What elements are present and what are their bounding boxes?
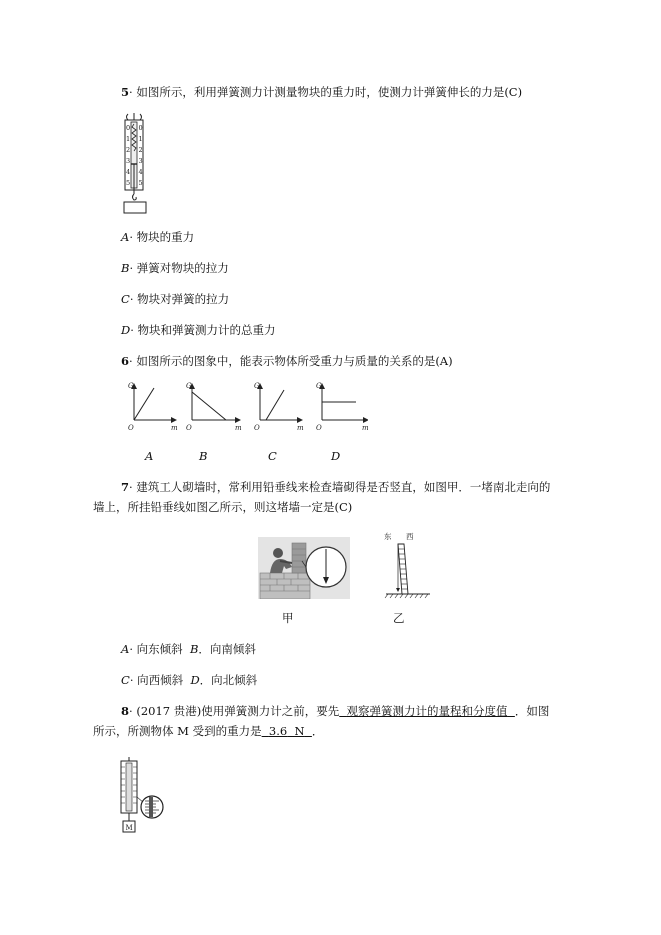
q5-text: · 如图所示，利用弹簧测力计测量物块的重力时，使测力计弹簧伸长的力是(C) xyxy=(129,85,523,99)
scale-left-1: 1 xyxy=(126,135,131,143)
graph-a-y-label: G xyxy=(128,382,134,390)
graph-d-origin: O xyxy=(316,424,322,432)
q7-options-line2 xyxy=(121,673,257,687)
graph-c-x-label: m xyxy=(297,424,304,432)
q7-option-b-text: ．向南倾斜 xyxy=(198,642,256,656)
q8-blank2-unit: N xyxy=(294,724,305,738)
q7-stem-line2: 墙上，所挂铅垂线如图乙所示，则这堵墙一定是(C) xyxy=(93,500,353,514)
q6-text: · 如图所示的图象中，能表示物体所受重力与质量的关系的是(A) xyxy=(129,354,453,368)
graph-d-x-label: m xyxy=(362,424,368,432)
scale-left-5: 5 xyxy=(126,179,131,187)
q8-blank2-answer: 3.6 xyxy=(268,724,288,738)
q6-label-d: D xyxy=(331,449,341,463)
q7-option-d-text: ．向北倾斜 xyxy=(199,673,258,687)
q7-figure-yi xyxy=(380,530,432,610)
q5-option-b-letter: B xyxy=(121,261,130,275)
q5-option-a xyxy=(121,230,194,244)
q7-option-c-letter: C xyxy=(121,673,130,687)
graph-d-y-label: G xyxy=(316,382,322,390)
scale-right-2: 2 xyxy=(138,146,143,154)
q5-option-b-text: · 弹簧对物块的拉力 xyxy=(129,261,229,275)
graph-a-x-label: m xyxy=(171,424,178,432)
graph-b xyxy=(192,384,240,420)
graph-c-origin: O xyxy=(254,424,260,432)
q6-label-a: A xyxy=(145,449,154,463)
graph-a-origin: O xyxy=(128,424,134,432)
scale-left-0: 0 xyxy=(126,124,131,132)
q8-text-mid: ．如图 xyxy=(514,704,550,718)
q6-stem xyxy=(121,354,453,368)
q7-option-d-letter: D xyxy=(190,673,200,687)
spring-scale-svg xyxy=(118,112,152,216)
q7-figure-yi-svg xyxy=(380,530,432,606)
scale-right-0: 0 xyxy=(138,124,143,132)
q7-options-line1 xyxy=(121,642,256,656)
scale-left-2: 2 xyxy=(126,146,131,154)
graph-a xyxy=(134,384,176,420)
graph-b-y-label: G xyxy=(186,382,192,390)
q5-option-c-text: · 物块对弹簧的拉力 xyxy=(129,292,230,306)
scale-right-5: 5 xyxy=(138,179,143,187)
q7-option-c-text: · 向西倾斜 xyxy=(129,673,184,687)
q5-option-a-text: · 物块的重力 xyxy=(129,230,195,244)
q6-label-c: C xyxy=(268,449,277,463)
q7-option-a-text: · 向东倾斜 xyxy=(129,642,183,656)
q6-number: 6 xyxy=(121,354,130,368)
q5-stem xyxy=(121,85,522,99)
q7-stem-line1 xyxy=(121,480,550,494)
spring-scale-figure xyxy=(118,112,152,220)
q5-option-a-letter: A xyxy=(121,230,130,244)
q7-figure-jia-svg xyxy=(258,537,350,599)
graph-d xyxy=(322,384,368,420)
scale-left-3: 3 xyxy=(126,157,131,165)
q8-stem-line2 xyxy=(93,724,323,738)
q8-number: 8 xyxy=(121,704,130,718)
graph-c-y-label: G xyxy=(254,382,260,390)
graph-b-origin: O xyxy=(186,424,192,432)
q8-spring-scale-figure xyxy=(116,757,168,839)
q5-number: 5 xyxy=(121,85,130,99)
weight-m-label: M xyxy=(125,824,133,832)
q6-graphs-svg xyxy=(118,380,368,440)
q7-fig-label-jia: 甲 xyxy=(282,611,294,625)
q7-text-line1: · 建筑工人砌墙时，常利用铅垂线来检查墙砌得是否竖直，如图甲．一堵南北走向的 xyxy=(129,480,551,494)
q8-spring-scale-svg xyxy=(116,757,168,835)
q7-number: 7 xyxy=(121,480,130,494)
q7-fig-label-yi: 乙 xyxy=(393,611,405,625)
q8-text-line2: 所示，所测物体 M 受到的重力是 xyxy=(93,724,262,738)
q8-blank1 xyxy=(339,704,515,718)
q6-graphs xyxy=(118,380,368,444)
q8-blank2 xyxy=(262,724,312,738)
graph-c xyxy=(260,384,302,420)
q7-option-b-letter: B xyxy=(189,642,199,656)
direction-west-label: 西 xyxy=(406,532,414,541)
q5-option-b xyxy=(121,261,229,275)
scale-right-4: 4 xyxy=(138,168,143,176)
q8-text-end: ． xyxy=(311,724,324,738)
q8-blank1-answer: 观察弹簧测力计的量程和分度值 xyxy=(346,704,508,718)
q7-figure-jia xyxy=(258,537,350,603)
direction-east-label: 东 xyxy=(384,532,392,541)
q5-option-c xyxy=(121,292,229,306)
graph-b-x-label: m xyxy=(235,424,242,432)
scale-right-3: 3 xyxy=(138,157,143,165)
q8-stem-line1 xyxy=(121,704,549,718)
scale-right-1: 1 xyxy=(138,135,143,143)
q5-option-d xyxy=(121,323,276,337)
q6-label-b: B xyxy=(199,449,208,463)
q8-text-pre: · (2017 贵港)使用弹簧测力计之前，要先 xyxy=(129,704,340,718)
q7-option-a-letter: A xyxy=(121,642,130,656)
q5-option-d-text: · 物块和弹簧测力计的总重力 xyxy=(130,323,276,337)
q5-option-d-letter: D xyxy=(121,323,131,337)
scale-left-4: 4 xyxy=(126,168,131,176)
q5-option-c-letter: C xyxy=(121,292,130,306)
